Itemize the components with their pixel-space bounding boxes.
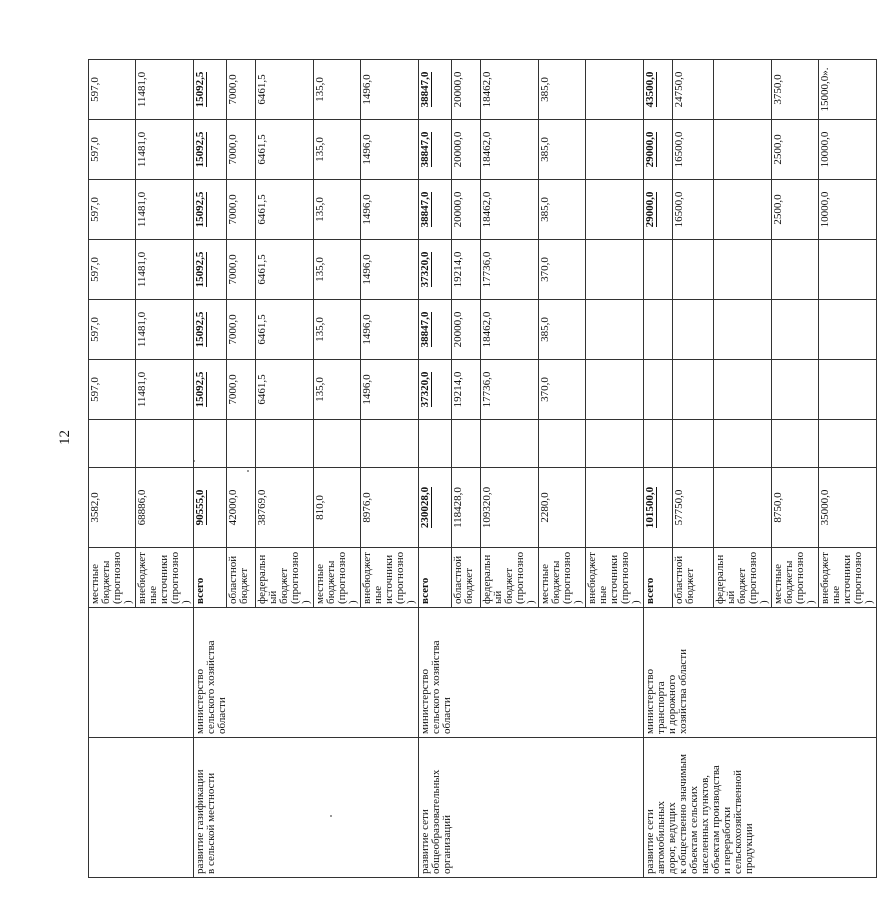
value-cell	[644, 240, 673, 300]
value-cell: 38847,0	[419, 60, 452, 120]
table-row	[644, 60, 673, 878]
value-cell: 15092,5	[194, 360, 227, 420]
value-cell	[256, 420, 314, 468]
funding-source-cell: областной бюджет	[452, 548, 481, 608]
funding-source-cell: федеральный бюджет (прогнозно)	[256, 548, 314, 608]
value-cell: 11481,0	[136, 60, 194, 120]
value-cell: 16500,0	[673, 180, 714, 240]
value-cell: 17736,0	[481, 240, 539, 300]
value-cell: 20000,0	[452, 300, 481, 360]
value-cell	[714, 300, 772, 360]
value-cell: 1496,0	[361, 60, 419, 120]
value-cell: 101500,0	[644, 468, 673, 548]
table-row	[89, 60, 136, 878]
value-cell: 16500,0	[673, 120, 714, 180]
measure-name-cell: развитие сети общеобразовательных организаций	[419, 738, 644, 878]
value-cell: 597,0	[89, 180, 136, 240]
value-cell: 20000,0	[452, 60, 481, 120]
value-cell: 29000,0	[644, 180, 673, 240]
value-cell	[673, 360, 714, 420]
executor-cell: министерство транспорта и дорожного хозяйства области	[644, 608, 877, 738]
funding-source-cell: внебюджетные источники (прогнозно)	[586, 548, 644, 608]
value-cell: 7000,0	[227, 240, 256, 300]
funding-source-cell: местные бюджеты (прогнозно)	[539, 548, 586, 608]
value-cell: 19214,0	[452, 360, 481, 420]
executor-cell: министерство сельского хозяйства области	[194, 608, 419, 738]
value-cell: 11481,0	[136, 120, 194, 180]
value-cell	[673, 240, 714, 300]
funding-source-cell: внебюджетные источники (прогнозно)	[136, 548, 194, 608]
funding-source-cell: областной бюджет	[227, 548, 256, 608]
value-cell	[314, 420, 361, 468]
funding-source-cell: местные бюджеты (прогнозно)	[314, 548, 361, 608]
value-cell	[586, 468, 644, 548]
value-cell	[419, 420, 452, 468]
value-cell: 2280,0	[539, 468, 586, 548]
value-cell: 6461,5	[256, 240, 314, 300]
value-cell: 6461,5	[256, 60, 314, 120]
value-cell: 7000,0	[227, 300, 256, 360]
value-cell	[714, 420, 772, 468]
funding-source-cell: федеральный бюджет (прогнозно)	[481, 548, 539, 608]
value-cell: 18462,0	[481, 300, 539, 360]
value-cell: 18462,0	[481, 60, 539, 120]
funding-source-cell: внебюджетные источники (прогнозно)	[819, 548, 877, 608]
value-cell	[714, 60, 772, 120]
value-cell: 1496,0	[361, 120, 419, 180]
value-cell: 20000,0	[452, 180, 481, 240]
value-cell: 17736,0	[481, 360, 539, 420]
value-cell: 24750,0	[673, 60, 714, 120]
budget-table	[88, 59, 877, 878]
value-cell: 90555,0	[194, 468, 227, 548]
value-cell: 15092,5	[194, 120, 227, 180]
value-cell	[452, 420, 481, 468]
value-cell: 38847,0	[419, 180, 452, 240]
value-cell: 38847,0	[419, 120, 452, 180]
value-cell: 8750,0	[772, 468, 819, 548]
value-cell: 597,0	[89, 360, 136, 420]
value-cell: 135,0	[314, 120, 361, 180]
value-cell: 42000,0	[227, 468, 256, 548]
value-cell	[586, 300, 644, 360]
value-cell	[481, 420, 539, 468]
value-cell: 2500,0	[772, 180, 819, 240]
value-cell	[819, 240, 877, 300]
value-cell	[227, 420, 256, 468]
value-cell: 6461,5	[256, 120, 314, 180]
carryover-name-cell	[89, 738, 194, 878]
rotated-page	[88, 60, 875, 878]
value-cell: 3582,0	[89, 468, 136, 548]
measure-name-cell: развитие газификации в сельской местности	[194, 738, 419, 878]
funding-source-cell: всего	[194, 548, 227, 608]
value-cell	[644, 360, 673, 420]
value-cell: 385,0	[539, 180, 586, 240]
value-cell: 15092,5	[194, 60, 227, 120]
value-cell	[361, 420, 419, 468]
value-cell: 1496,0	[361, 180, 419, 240]
funding-source-cell: всего	[419, 548, 452, 608]
value-cell	[772, 360, 819, 420]
value-cell: 10000,0	[819, 180, 877, 240]
value-cell: 109320,0	[481, 468, 539, 548]
value-cell: 37320,0	[419, 360, 452, 420]
value-cell: 230028,0	[419, 468, 452, 548]
value-cell: 43500,0	[644, 60, 673, 120]
value-cell: 38847,0	[419, 300, 452, 360]
value-cell: 597,0	[89, 120, 136, 180]
value-cell: 135,0	[314, 180, 361, 240]
funding-source-cell: местные бюджеты (прогнозно)	[772, 548, 819, 608]
measure-name-cell: развитие сети автомобильных дорог, ведущих к общественно значимым объектам сельских населенных пунктов, объектам производства и переработки сельскохозяйственной продукции	[644, 738, 877, 878]
value-cell: 15092,5	[194, 300, 227, 360]
value-cell: 6461,5	[256, 180, 314, 240]
value-cell: 15092,5	[194, 240, 227, 300]
value-cell: 1496,0	[361, 300, 419, 360]
value-cell	[194, 420, 227, 468]
value-cell: 597,0	[89, 60, 136, 120]
value-cell: 11481,0	[136, 300, 194, 360]
carryover-executor-cell	[89, 608, 194, 738]
value-cell: 1496,0	[361, 360, 419, 420]
value-cell: 385,0	[539, 60, 586, 120]
value-cell	[673, 420, 714, 468]
value-cell: 135,0	[314, 300, 361, 360]
value-cell	[819, 360, 877, 420]
value-cell: 11481,0	[136, 180, 194, 240]
funding-source-cell: федеральный бюджет (прогнозно)	[714, 548, 772, 608]
value-cell: 135,0	[314, 60, 361, 120]
value-cell	[586, 60, 644, 120]
table-row	[194, 60, 227, 878]
value-cell: 11481,0	[136, 360, 194, 420]
value-cell: 11481,0	[136, 240, 194, 300]
funding-source-cell: всего	[644, 548, 673, 608]
value-cell: 37320,0	[419, 240, 452, 300]
page-number: 12	[57, 430, 73, 445]
value-cell	[586, 120, 644, 180]
executor-cell: министерство сельского хозяйства области	[419, 608, 644, 738]
value-cell: 810,0	[314, 468, 361, 548]
value-cell	[772, 240, 819, 300]
value-cell	[819, 300, 877, 360]
value-cell	[714, 468, 772, 548]
value-cell: 1496,0	[361, 240, 419, 300]
value-cell: 7000,0	[227, 60, 256, 120]
value-cell	[772, 420, 819, 468]
value-cell	[136, 420, 194, 468]
value-cell: 7000,0	[227, 180, 256, 240]
funding-source-cell: областной бюджет	[673, 548, 714, 608]
value-cell: 18462,0	[481, 120, 539, 180]
value-cell	[586, 360, 644, 420]
value-cell	[819, 420, 877, 468]
value-cell: 3750,0	[772, 60, 819, 120]
value-cell: 6461,5	[256, 300, 314, 360]
table-body	[89, 60, 877, 878]
value-cell: 19214,0	[452, 240, 481, 300]
value-cell	[714, 120, 772, 180]
value-cell: 10000,0	[819, 120, 877, 180]
value-cell: 597,0	[89, 300, 136, 360]
value-cell: 29000,0	[644, 120, 673, 180]
value-cell: 38769,0	[256, 468, 314, 548]
value-cell	[772, 300, 819, 360]
value-cell: 370,0	[539, 360, 586, 420]
value-cell	[673, 300, 714, 360]
value-cell: 7000,0	[227, 120, 256, 180]
value-cell	[586, 180, 644, 240]
value-cell: 15092,5	[194, 180, 227, 240]
value-cell: 68886,0	[136, 468, 194, 548]
value-cell	[586, 420, 644, 468]
value-cell	[714, 180, 772, 240]
value-cell	[586, 240, 644, 300]
value-cell: 18462,0	[481, 180, 539, 240]
value-cell: 2500,0	[772, 120, 819, 180]
value-cell	[714, 360, 772, 420]
value-cell: 15000,0».	[819, 60, 877, 120]
value-cell: 8976,0	[361, 468, 419, 548]
table-row	[419, 60, 452, 878]
value-cell: 385,0	[539, 120, 586, 180]
funding-source-cell: внебюджетные источники (прогнозно)	[361, 548, 419, 608]
value-cell: 135,0	[314, 360, 361, 420]
value-cell	[644, 420, 673, 468]
value-cell: 20000,0	[452, 120, 481, 180]
value-cell: 7000,0	[227, 360, 256, 420]
value-cell: 35000,0	[819, 468, 877, 548]
value-cell: 370,0	[539, 240, 586, 300]
value-cell: 57750,0	[673, 468, 714, 548]
value-cell: 135,0	[314, 240, 361, 300]
value-cell: 118428,0	[452, 468, 481, 548]
value-cell: 385,0	[539, 300, 586, 360]
value-cell	[714, 240, 772, 300]
value-cell: 597,0	[89, 240, 136, 300]
funding-source-cell: местные бюджеты (прогнозно)	[89, 548, 136, 608]
value-cell: 6461,5	[256, 360, 314, 420]
value-cell	[89, 420, 136, 468]
value-cell	[644, 300, 673, 360]
value-cell	[539, 420, 586, 468]
